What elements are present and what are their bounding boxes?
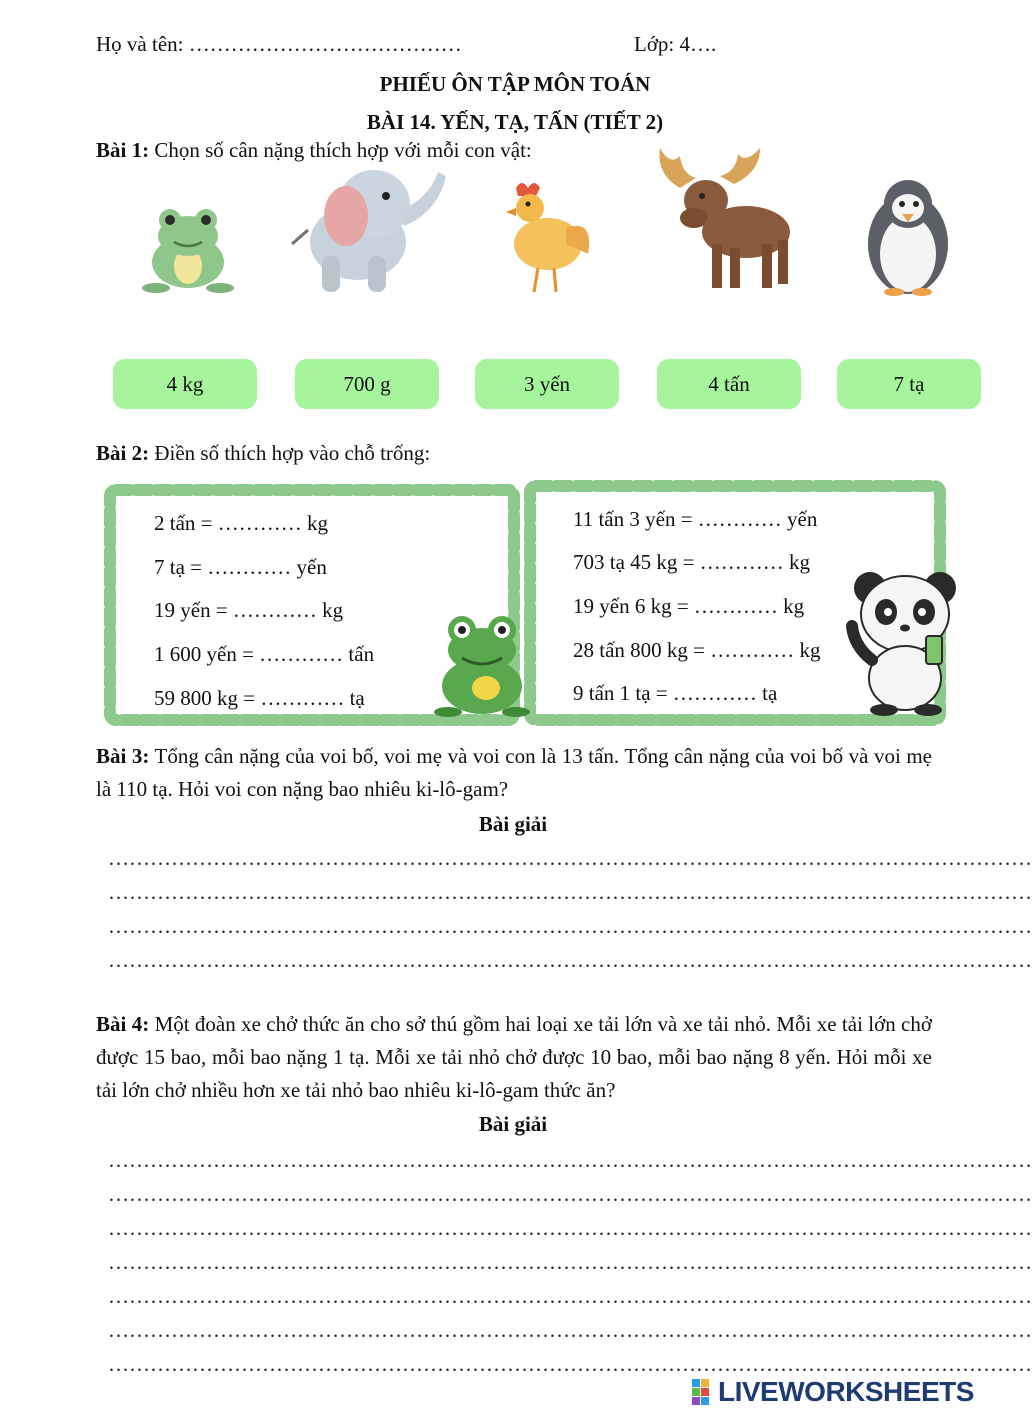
bai4-answer-line-5[interactable]: …………………………………………………………………………………………………………………… [108,1284,1032,1308]
bai1-text: Chọn số cân nặng thích hợp với mỗi con vật: [149,138,532,162]
lesson-title: BÀI 14. YẾN, TẠ, TẤN (TIẾT 2) [366,110,664,134]
bai4-answer-line-7[interactable]: …………………………………………………………………………………………………………………… [108,1352,1032,1376]
chicken-icon [496,178,596,298]
class-field: Lớp: 4…. [634,32,717,56]
right-equation-5[interactable]: 9 tấn 1 tạ = ………… tạ [573,681,778,705]
bai3-label: Bài 3: [96,744,150,768]
bai4-answer-line-1[interactable]: …………………………………………………………………………………………………………………… [108,1148,1032,1172]
panda-icon [848,566,962,716]
student-name-field: Họ và tên: ………………………………… [96,32,462,56]
worksheet-title: PHIẾU ÔN TẬP MÔN TOÁN [379,72,651,96]
bai3-solution-label: Bài giải [478,812,548,836]
bai4-answer-line-6[interactable]: …………………………………………………………………………………………………………………… [108,1318,1032,1342]
weight-option-5[interactable]: 7 tạ [837,359,981,409]
bai4-answer-line-4[interactable]: …………………………………………………………………………………………………………………… [108,1250,1032,1274]
bai4-solution-label: Bài giải [478,1112,548,1136]
cartoon-frog-icon [432,608,532,718]
moose-icon [650,144,800,294]
bai3-answer-line-3[interactable]: …………………………………………………………………………………………………………………… [108,914,1032,938]
elephant-icon [288,160,448,296]
right-equation-3[interactable]: 19 yến 6 kg = ………… kg [573,594,805,618]
liveworksheets-logo [692,1376,974,1408]
right-equation-4[interactable]: 28 tấn 800 kg = ………… kg [573,638,821,662]
frog-icon [140,200,236,296]
weight-option-4[interactable]: 4 tấn [657,359,801,409]
bai1-label: Bài 1: [96,138,150,162]
bai3-answer-line-2[interactable]: …………………………………………………………………………………………………………………… [108,880,1032,904]
bai3-answer-line-1[interactable]: …………………………………………………………………………………………………………………… [108,846,1032,870]
weight-option-3[interactable]: 3 yến [475,359,619,409]
left-equation-4[interactable]: 1 600 yến = ………… tấn [154,642,375,666]
bai3-text: Tổng cân nặng của voi bố, voi mẹ và voi con là 13 tấn. Tổng cân nặng của voi bố và voi mẹ là 110 tạ. Hỏi voi con nặng bao nhiêu ki-lô-gam? [96,744,932,801]
bai2-label: Bài 2: [96,441,150,465]
bai2-prompt [96,441,430,466]
bai3-prompt [96,740,932,806]
weight-option-2[interactable]: 700 g [295,359,439,409]
left-equation-1[interactable]: 2 tấn = ………… kg [154,511,328,535]
right-equation-1[interactable]: 11 tấn 3 yến = ………… yến [573,507,818,531]
left-equation-2[interactable]: 7 tạ = ………… yến [154,555,327,579]
left-equation-3[interactable]: 19 yến = ………… kg [154,598,344,622]
liveworksheets-wordmark: LIVEWORKSHEETS [718,1376,974,1407]
bai4-text: Một đoàn xe chở thức ăn cho sở thú gồm hai loại xe tải lớn và xe tải nhỏ. Mỗi xe tải lớn chở được 15 bao, mỗi bao nặng 1 tạ. Mỗi xe tải nhỏ chở được 10 bao, mỗi bao nặng 8 yến. Hỏi mỗi xe tải lớn chở nhiều hơn xe tải nhỏ bao nhiêu ki-lô-gam thức ăn? [96,1012,932,1102]
logo-badge-text: LWS [705,1394,708,1395]
bai4-prompt [96,1008,932,1107]
left-equation-5[interactable]: 59 800 kg = ………… tạ [154,686,365,710]
bai4-answer-line-3[interactable]: …………………………………………………………………………………………………………………… [108,1216,1032,1240]
bai2-text: Điền số thích hợp vào chỗ trống: [149,441,431,465]
right-equation-2[interactable]: 703 tạ 45 kg = ………… kg [573,550,810,574]
liveworksheets-badge-icon [692,1379,718,1405]
bai4-answer-line-2[interactable]: …………………………………………………………………………………………………………………… [108,1182,1032,1206]
bai4-label: Bài 4: [96,1012,150,1036]
bai3-answer-line-4[interactable]: …………………………………………………………………………………………………………………… [108,948,1032,972]
penguin-icon [862,176,954,298]
weight-option-1[interactable]: 4 kg [113,359,257,409]
